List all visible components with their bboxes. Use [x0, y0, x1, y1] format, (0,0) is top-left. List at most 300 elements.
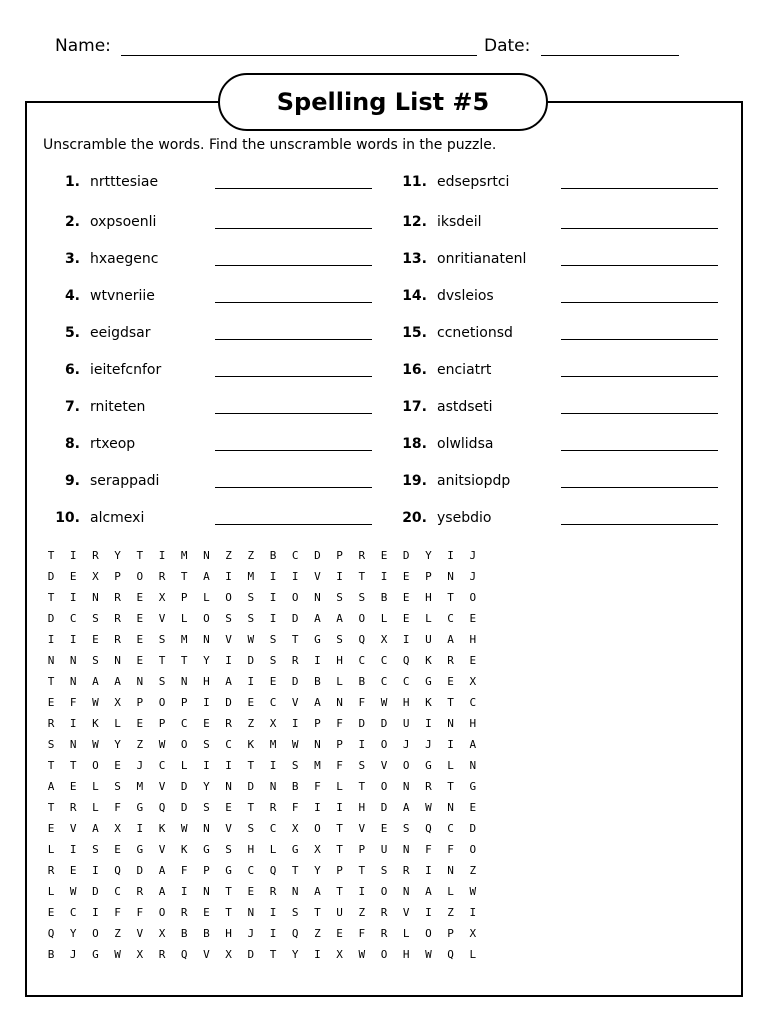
grid-letter[interactable]: O — [180, 738, 188, 751]
grid-letter[interactable]: L — [336, 675, 343, 688]
grid-letter[interactable]: Q — [425, 822, 432, 835]
grid-letter[interactable]: C — [358, 654, 366, 667]
grid-letter[interactable]: R — [402, 864, 410, 877]
grid-letter[interactable]: L — [336, 780, 343, 793]
grid-letter[interactable]: E — [136, 591, 144, 604]
grid-letter[interactable]: F — [358, 696, 366, 709]
grid-letter[interactable]: I — [225, 570, 232, 583]
grid-letter[interactable]: F — [180, 864, 188, 877]
grid-letter[interactable]: S — [269, 654, 277, 667]
answer-line[interactable] — [561, 450, 718, 451]
grid-letter[interactable]: N — [469, 759, 477, 772]
grid-letter[interactable]: E — [203, 906, 210, 919]
grid-letter[interactable]: I — [92, 906, 99, 919]
grid-letter[interactable]: Z — [358, 906, 366, 919]
grid-letter[interactable]: T — [291, 633, 299, 646]
grid-letter[interactable]: E — [69, 570, 77, 583]
grid-letter[interactable]: Y — [291, 948, 299, 961]
grid-letter[interactable]: D — [47, 570, 55, 583]
grid-letter[interactable]: F — [69, 696, 77, 709]
grid-letter[interactable]: N — [336, 696, 343, 709]
grid-letter[interactable]: A — [402, 801, 410, 814]
grid-letter[interactable]: F — [136, 906, 144, 919]
grid-letter[interactable]: J — [247, 927, 255, 940]
grid-letter[interactable]: N — [69, 675, 77, 688]
grid-letter[interactable]: N — [269, 780, 277, 793]
grid-letter[interactable]: I — [69, 549, 77, 562]
grid-letter[interactable]: R — [114, 612, 121, 625]
grid-letter[interactable]: V — [225, 822, 232, 835]
grid-letter[interactable]: S — [247, 591, 255, 604]
grid-letter[interactable]: D — [291, 612, 299, 625]
grid-letter[interactable]: R — [158, 570, 166, 583]
grid-letter[interactable]: I — [447, 738, 454, 751]
grid-letter[interactable]: V — [380, 759, 388, 772]
grid-letter[interactable]: P — [336, 738, 343, 751]
grid-letter[interactable]: L — [469, 948, 477, 961]
grid-letter[interactable]: E — [69, 780, 77, 793]
grid-letter[interactable]: X — [469, 675, 477, 688]
grid-letter[interactable]: F — [425, 843, 432, 856]
grid-letter[interactable]: A — [225, 675, 232, 688]
grid-letter[interactable]: V — [291, 696, 299, 709]
grid-letter[interactable]: N — [402, 843, 410, 856]
grid-letter[interactable]: H — [336, 654, 343, 667]
grid-letter[interactable]: N — [225, 780, 232, 793]
grid-letter[interactable]: N — [203, 633, 210, 646]
grid-letter[interactable]: I — [47, 633, 55, 646]
grid-letter[interactable]: T — [269, 948, 277, 961]
grid-letter[interactable]: Y — [114, 549, 121, 562]
grid-letter[interactable]: S — [358, 759, 366, 772]
grid-letter[interactable]: Y — [203, 654, 210, 667]
answer-line[interactable] — [561, 228, 718, 229]
grid-letter[interactable]: J — [69, 948, 77, 961]
grid-letter[interactable]: I — [269, 591, 277, 604]
grid-letter[interactable]: M — [136, 780, 144, 793]
grid-letter[interactable]: E — [114, 759, 121, 772]
grid-letter[interactable]: D — [180, 801, 188, 814]
grid-letter[interactable]: T — [447, 696, 454, 709]
grid-letter[interactable]: T — [358, 570, 366, 583]
grid-letter[interactable]: U — [380, 843, 388, 856]
answer-line[interactable] — [561, 265, 718, 266]
grid-letter[interactable]: I — [425, 717, 432, 730]
grid-letter[interactable]: P — [336, 864, 343, 877]
grid-letter[interactable]: Y — [203, 780, 210, 793]
grid-letter[interactable]: I — [269, 570, 277, 583]
grid-letter[interactable]: E — [136, 633, 144, 646]
grid-letter[interactable]: D — [380, 801, 388, 814]
grid-letter[interactable]: N — [314, 738, 321, 751]
grid-letter[interactable]: J — [136, 759, 144, 772]
grid-letter[interactable]: C — [269, 696, 277, 709]
grid-letter[interactable]: I — [358, 738, 366, 751]
grid-letter[interactable]: T — [180, 654, 188, 667]
grid-letter[interactable]: D — [47, 612, 55, 625]
grid-letter[interactable]: H — [469, 717, 477, 730]
grid-letter[interactable]: J — [469, 570, 477, 583]
grid-letter[interactable]: I — [402, 633, 410, 646]
grid-letter[interactable]: C — [180, 717, 188, 730]
grid-letter[interactable]: I — [69, 717, 77, 730]
grid-letter[interactable]: N — [69, 654, 77, 667]
grid-letter[interactable]: F — [336, 717, 343, 730]
grid-letter[interactable]: G — [291, 843, 299, 856]
grid-letter[interactable]: C — [114, 885, 121, 898]
grid-letter[interactable]: C — [447, 612, 454, 625]
grid-letter[interactable]: A — [469, 738, 477, 751]
grid-letter[interactable]: C — [291, 549, 299, 562]
grid-letter[interactable]: I — [69, 843, 77, 856]
grid-letter[interactable]: B — [203, 927, 210, 940]
grid-letter[interactable]: I — [358, 885, 366, 898]
grid-letter[interactable]: T — [358, 780, 366, 793]
answer-line[interactable] — [215, 339, 372, 340]
name-field[interactable] — [121, 55, 477, 56]
grid-letter[interactable]: I — [203, 696, 210, 709]
grid-letter[interactable]: O — [291, 591, 299, 604]
grid-letter[interactable]: V — [158, 780, 166, 793]
grid-letter[interactable]: T — [336, 822, 343, 835]
grid-letter[interactable]: Y — [114, 738, 121, 751]
grid-letter[interactable]: I — [158, 549, 166, 562]
grid-letter[interactable]: Q — [158, 801, 166, 814]
grid-letter[interactable]: E — [336, 927, 343, 940]
grid-letter[interactable]: B — [314, 675, 321, 688]
grid-letter[interactable]: G — [92, 948, 99, 961]
grid-letter[interactable]: E — [402, 570, 410, 583]
grid-letter[interactable]: O — [225, 591, 232, 604]
grid-letter[interactable]: S — [203, 738, 210, 751]
grid-letter[interactable]: W — [92, 696, 99, 709]
grid-letter[interactable]: G — [225, 864, 232, 877]
grid-letter[interactable]: X — [314, 843, 321, 856]
grid-letter[interactable]: O — [402, 759, 410, 772]
grid-letter[interactable]: F — [336, 759, 343, 772]
grid-letter[interactable]: Y — [314, 864, 321, 877]
grid-letter[interactable]: R — [136, 885, 144, 898]
grid-letter[interactable]: S — [158, 633, 166, 646]
grid-letter[interactable]: I — [314, 801, 321, 814]
answer-line[interactable] — [215, 524, 372, 525]
grid-letter[interactable]: R — [47, 717, 55, 730]
answer-line[interactable] — [561, 524, 718, 525]
grid-letter[interactable]: D — [247, 780, 255, 793]
grid-letter[interactable]: G — [425, 675, 432, 688]
grid-letter[interactable]: E — [447, 675, 454, 688]
grid-letter[interactable]: Z — [247, 549, 255, 562]
answer-line[interactable] — [215, 376, 372, 377]
answer-line[interactable] — [561, 339, 718, 340]
answer-line[interactable] — [215, 228, 372, 229]
grid-letter[interactable]: E — [247, 885, 255, 898]
answer-line[interactable] — [215, 413, 372, 414]
answer-line[interactable] — [215, 302, 372, 303]
grid-letter[interactable]: I — [69, 591, 77, 604]
grid-letter[interactable]: X — [380, 633, 388, 646]
grid-letter[interactable]: G — [203, 843, 210, 856]
grid-letter[interactable]: Q — [180, 948, 188, 961]
grid-letter[interactable]: R — [114, 633, 121, 646]
grid-letter[interactable]: G — [136, 801, 144, 814]
grid-letter[interactable]: S — [158, 675, 166, 688]
grid-letter[interactable]: E — [136, 654, 144, 667]
grid-letter[interactable]: T — [336, 885, 343, 898]
grid-letter[interactable]: I — [291, 717, 299, 730]
grid-letter[interactable]: N — [247, 906, 255, 919]
grid-letter[interactable]: W — [425, 948, 432, 961]
grid-letter[interactable]: N — [203, 822, 210, 835]
grid-letter[interactable]: I — [314, 948, 321, 961]
grid-letter[interactable]: I — [336, 570, 343, 583]
grid-letter[interactable]: C — [402, 675, 410, 688]
grid-letter[interactable]: C — [69, 906, 77, 919]
grid-letter[interactable]: N — [447, 717, 454, 730]
grid-letter[interactable]: I — [425, 906, 432, 919]
grid-letter[interactable]: H — [247, 843, 255, 856]
grid-letter[interactable]: F — [358, 927, 366, 940]
grid-letter[interactable]: Y — [425, 549, 432, 562]
grid-letter[interactable]: W — [92, 738, 99, 751]
grid-letter[interactable]: W — [469, 885, 477, 898]
grid-letter[interactable]: O — [469, 843, 477, 856]
grid-letter[interactable]: S — [336, 591, 343, 604]
answer-line[interactable] — [215, 450, 372, 451]
grid-letter[interactable]: A — [447, 633, 454, 646]
grid-letter[interactable]: P — [336, 549, 343, 562]
grid-letter[interactable]: B — [180, 927, 188, 940]
grid-letter[interactable]: V — [158, 612, 166, 625]
grid-letter[interactable]: O — [380, 885, 388, 898]
grid-letter[interactable]: C — [158, 759, 166, 772]
grid-letter[interactable]: P — [314, 717, 321, 730]
grid-letter[interactable]: N — [291, 885, 299, 898]
grid-letter[interactable]: I — [136, 822, 144, 835]
grid-letter[interactable]: E — [380, 549, 388, 562]
grid-letter[interactable]: S — [247, 822, 255, 835]
grid-letter[interactable]: V — [225, 633, 232, 646]
grid-letter[interactable]: J — [402, 738, 410, 751]
grid-letter[interactable]: K — [425, 654, 432, 667]
grid-letter[interactable]: M — [269, 738, 277, 751]
grid-letter[interactable]: Q — [47, 927, 55, 940]
grid-letter[interactable]: S — [92, 612, 99, 625]
grid-letter[interactable]: M — [180, 549, 188, 562]
answer-line[interactable] — [215, 265, 372, 266]
grid-letter[interactable]: C — [380, 675, 388, 688]
grid-letter[interactable]: H — [425, 591, 432, 604]
grid-letter[interactable]: R — [47, 864, 55, 877]
grid-letter[interactable]: O — [158, 906, 166, 919]
grid-letter[interactable]: T — [136, 549, 144, 562]
grid-letter[interactable]: S — [114, 780, 121, 793]
grid-letter[interactable]: A — [47, 780, 55, 793]
grid-letter[interactable]: Z — [225, 549, 232, 562]
grid-letter[interactable]: F — [447, 843, 454, 856]
grid-letter[interactable]: V — [158, 843, 166, 856]
grid-letter[interactable]: W — [380, 696, 388, 709]
grid-letter[interactable]: F — [291, 801, 299, 814]
grid-letter[interactable]: S — [380, 864, 388, 877]
grid-letter[interactable]: V — [203, 948, 210, 961]
grid-letter[interactable]: S — [92, 843, 99, 856]
grid-letter[interactable]: W — [247, 633, 255, 646]
grid-letter[interactable]: R — [380, 906, 388, 919]
grid-letter[interactable]: E — [47, 696, 55, 709]
grid-letter[interactable]: I — [92, 864, 99, 877]
grid-letter[interactable]: D — [469, 822, 477, 835]
grid-letter[interactable]: O — [425, 927, 432, 940]
grid-letter[interactable]: C — [269, 822, 277, 835]
grid-letter[interactable]: W — [291, 738, 299, 751]
grid-letter[interactable]: A — [314, 696, 321, 709]
grid-letter[interactable]: A — [158, 885, 166, 898]
grid-letter[interactable]: L — [447, 885, 454, 898]
grid-letter[interactable]: D — [247, 654, 255, 667]
grid-letter[interactable]: W — [358, 948, 366, 961]
answer-line[interactable] — [215, 188, 372, 189]
grid-letter[interactable]: I — [336, 801, 343, 814]
grid-letter[interactable]: L — [203, 591, 210, 604]
grid-letter[interactable]: W — [425, 801, 432, 814]
grid-letter[interactable]: P — [180, 591, 188, 604]
grid-letter[interactable]: T — [314, 906, 321, 919]
grid-letter[interactable]: T — [225, 885, 232, 898]
grid-letter[interactable]: F — [314, 780, 321, 793]
grid-letter[interactable]: I — [247, 675, 255, 688]
grid-letter[interactable]: I — [269, 612, 277, 625]
grid-letter[interactable]: Q — [447, 948, 454, 961]
grid-letter[interactable]: T — [358, 864, 366, 877]
grid-letter[interactable]: S — [225, 843, 232, 856]
grid-letter[interactable]: I — [469, 906, 477, 919]
grid-letter[interactable]: O — [380, 780, 388, 793]
grid-letter[interactable]: T — [47, 549, 55, 562]
grid-letter[interactable]: T — [336, 843, 343, 856]
grid-letter[interactable]: P — [158, 717, 166, 730]
grid-letter[interactable]: E — [247, 696, 255, 709]
grid-letter[interactable]: F — [114, 906, 121, 919]
grid-letter[interactable]: S — [269, 633, 277, 646]
grid-letter[interactable]: L — [180, 612, 188, 625]
grid-letter[interactable]: C — [69, 612, 77, 625]
grid-letter[interactable]: G — [469, 780, 477, 793]
grid-letter[interactable]: T — [47, 801, 55, 814]
grid-letter[interactable]: Z — [469, 864, 477, 877]
grid-letter[interactable]: E — [114, 843, 121, 856]
answer-line[interactable] — [215, 487, 372, 488]
grid-letter[interactable]: R — [92, 549, 99, 562]
answer-line[interactable] — [561, 188, 718, 189]
grid-letter[interactable]: R — [447, 654, 454, 667]
grid-letter[interactable]: R — [425, 780, 432, 793]
grid-letter[interactable]: S — [92, 654, 99, 667]
grid-letter[interactable]: L — [47, 843, 55, 856]
grid-letter[interactable]: I — [180, 885, 188, 898]
grid-letter[interactable]: V — [402, 906, 410, 919]
grid-letter[interactable]: B — [358, 675, 366, 688]
grid-letter[interactable]: A — [425, 885, 432, 898]
grid-letter[interactable]: Q — [269, 864, 277, 877]
grid-letter[interactable]: E — [47, 822, 55, 835]
grid-letter[interactable]: A — [114, 675, 121, 688]
grid-letter[interactable]: E — [136, 612, 144, 625]
grid-letter[interactable]: C — [447, 822, 454, 835]
grid-letter[interactable]: I — [447, 549, 454, 562]
grid-letter[interactable]: R — [380, 927, 388, 940]
grid-letter[interactable]: U — [425, 633, 432, 646]
date-field[interactable] — [541, 55, 679, 56]
grid-letter[interactable]: O — [358, 612, 366, 625]
grid-letter[interactable]: S — [291, 759, 299, 772]
grid-letter[interactable]: D — [247, 948, 255, 961]
grid-letter[interactable]: Z — [247, 717, 255, 730]
grid-letter[interactable]: B — [47, 948, 55, 961]
grid-letter[interactable]: U — [402, 717, 410, 730]
grid-letter[interactable]: M — [180, 633, 188, 646]
grid-letter[interactable]: R — [114, 591, 121, 604]
grid-letter[interactable]: S — [358, 591, 366, 604]
grid-letter[interactable]: A — [314, 885, 321, 898]
grid-letter[interactable]: X — [92, 570, 99, 583]
grid-letter[interactable]: N — [203, 549, 210, 562]
grid-letter[interactable]: B — [269, 549, 277, 562]
grid-letter[interactable]: L — [92, 780, 99, 793]
grid-letter[interactable]: X — [136, 948, 144, 961]
grid-letter[interactable]: N — [203, 885, 210, 898]
grid-letter[interactable]: A — [203, 570, 210, 583]
grid-letter[interactable]: N — [92, 591, 99, 604]
grid-letter[interactable]: T — [447, 591, 454, 604]
grid-letter[interactable]: K — [247, 738, 255, 751]
grid-letter[interactable]: E — [469, 654, 477, 667]
grid-letter[interactable]: E — [269, 675, 277, 688]
grid-letter[interactable]: P — [425, 570, 432, 583]
grid-letter[interactable]: E — [69, 864, 77, 877]
grid-letter[interactable]: W — [158, 738, 166, 751]
grid-letter[interactable]: J — [469, 549, 477, 562]
grid-letter[interactable]: O — [136, 570, 144, 583]
grid-letter[interactable]: F — [114, 801, 121, 814]
grid-letter[interactable]: S — [291, 906, 299, 919]
grid-letter[interactable]: V — [358, 822, 366, 835]
grid-letter[interactable]: V — [69, 822, 77, 835]
grid-letter[interactable]: Z — [114, 927, 121, 940]
grid-letter[interactable]: R — [269, 801, 277, 814]
grid-letter[interactable]: I — [380, 570, 388, 583]
grid-letter[interactable]: H — [402, 948, 410, 961]
grid-letter[interactable]: W — [69, 885, 77, 898]
grid-letter[interactable]: Z — [314, 927, 321, 940]
grid-letter[interactable]: S — [225, 612, 232, 625]
grid-letter[interactable]: N — [447, 570, 454, 583]
answer-line[interactable] — [561, 413, 718, 414]
grid-letter[interactable]: Q — [358, 633, 366, 646]
grid-letter[interactable]: D — [225, 696, 232, 709]
grid-letter[interactable]: P — [447, 927, 454, 940]
grid-letter[interactable]: J — [425, 738, 432, 751]
grid-letter[interactable]: L — [425, 612, 432, 625]
grid-letter[interactable]: N — [402, 780, 410, 793]
grid-letter[interactable]: L — [447, 759, 454, 772]
answer-line[interactable] — [561, 487, 718, 488]
grid-letter[interactable]: D — [314, 549, 321, 562]
grid-letter[interactable]: N — [402, 885, 410, 898]
grid-letter[interactable]: P — [114, 570, 121, 583]
grid-letter[interactable]: X — [225, 948, 232, 961]
grid-letter[interactable]: E — [136, 717, 144, 730]
